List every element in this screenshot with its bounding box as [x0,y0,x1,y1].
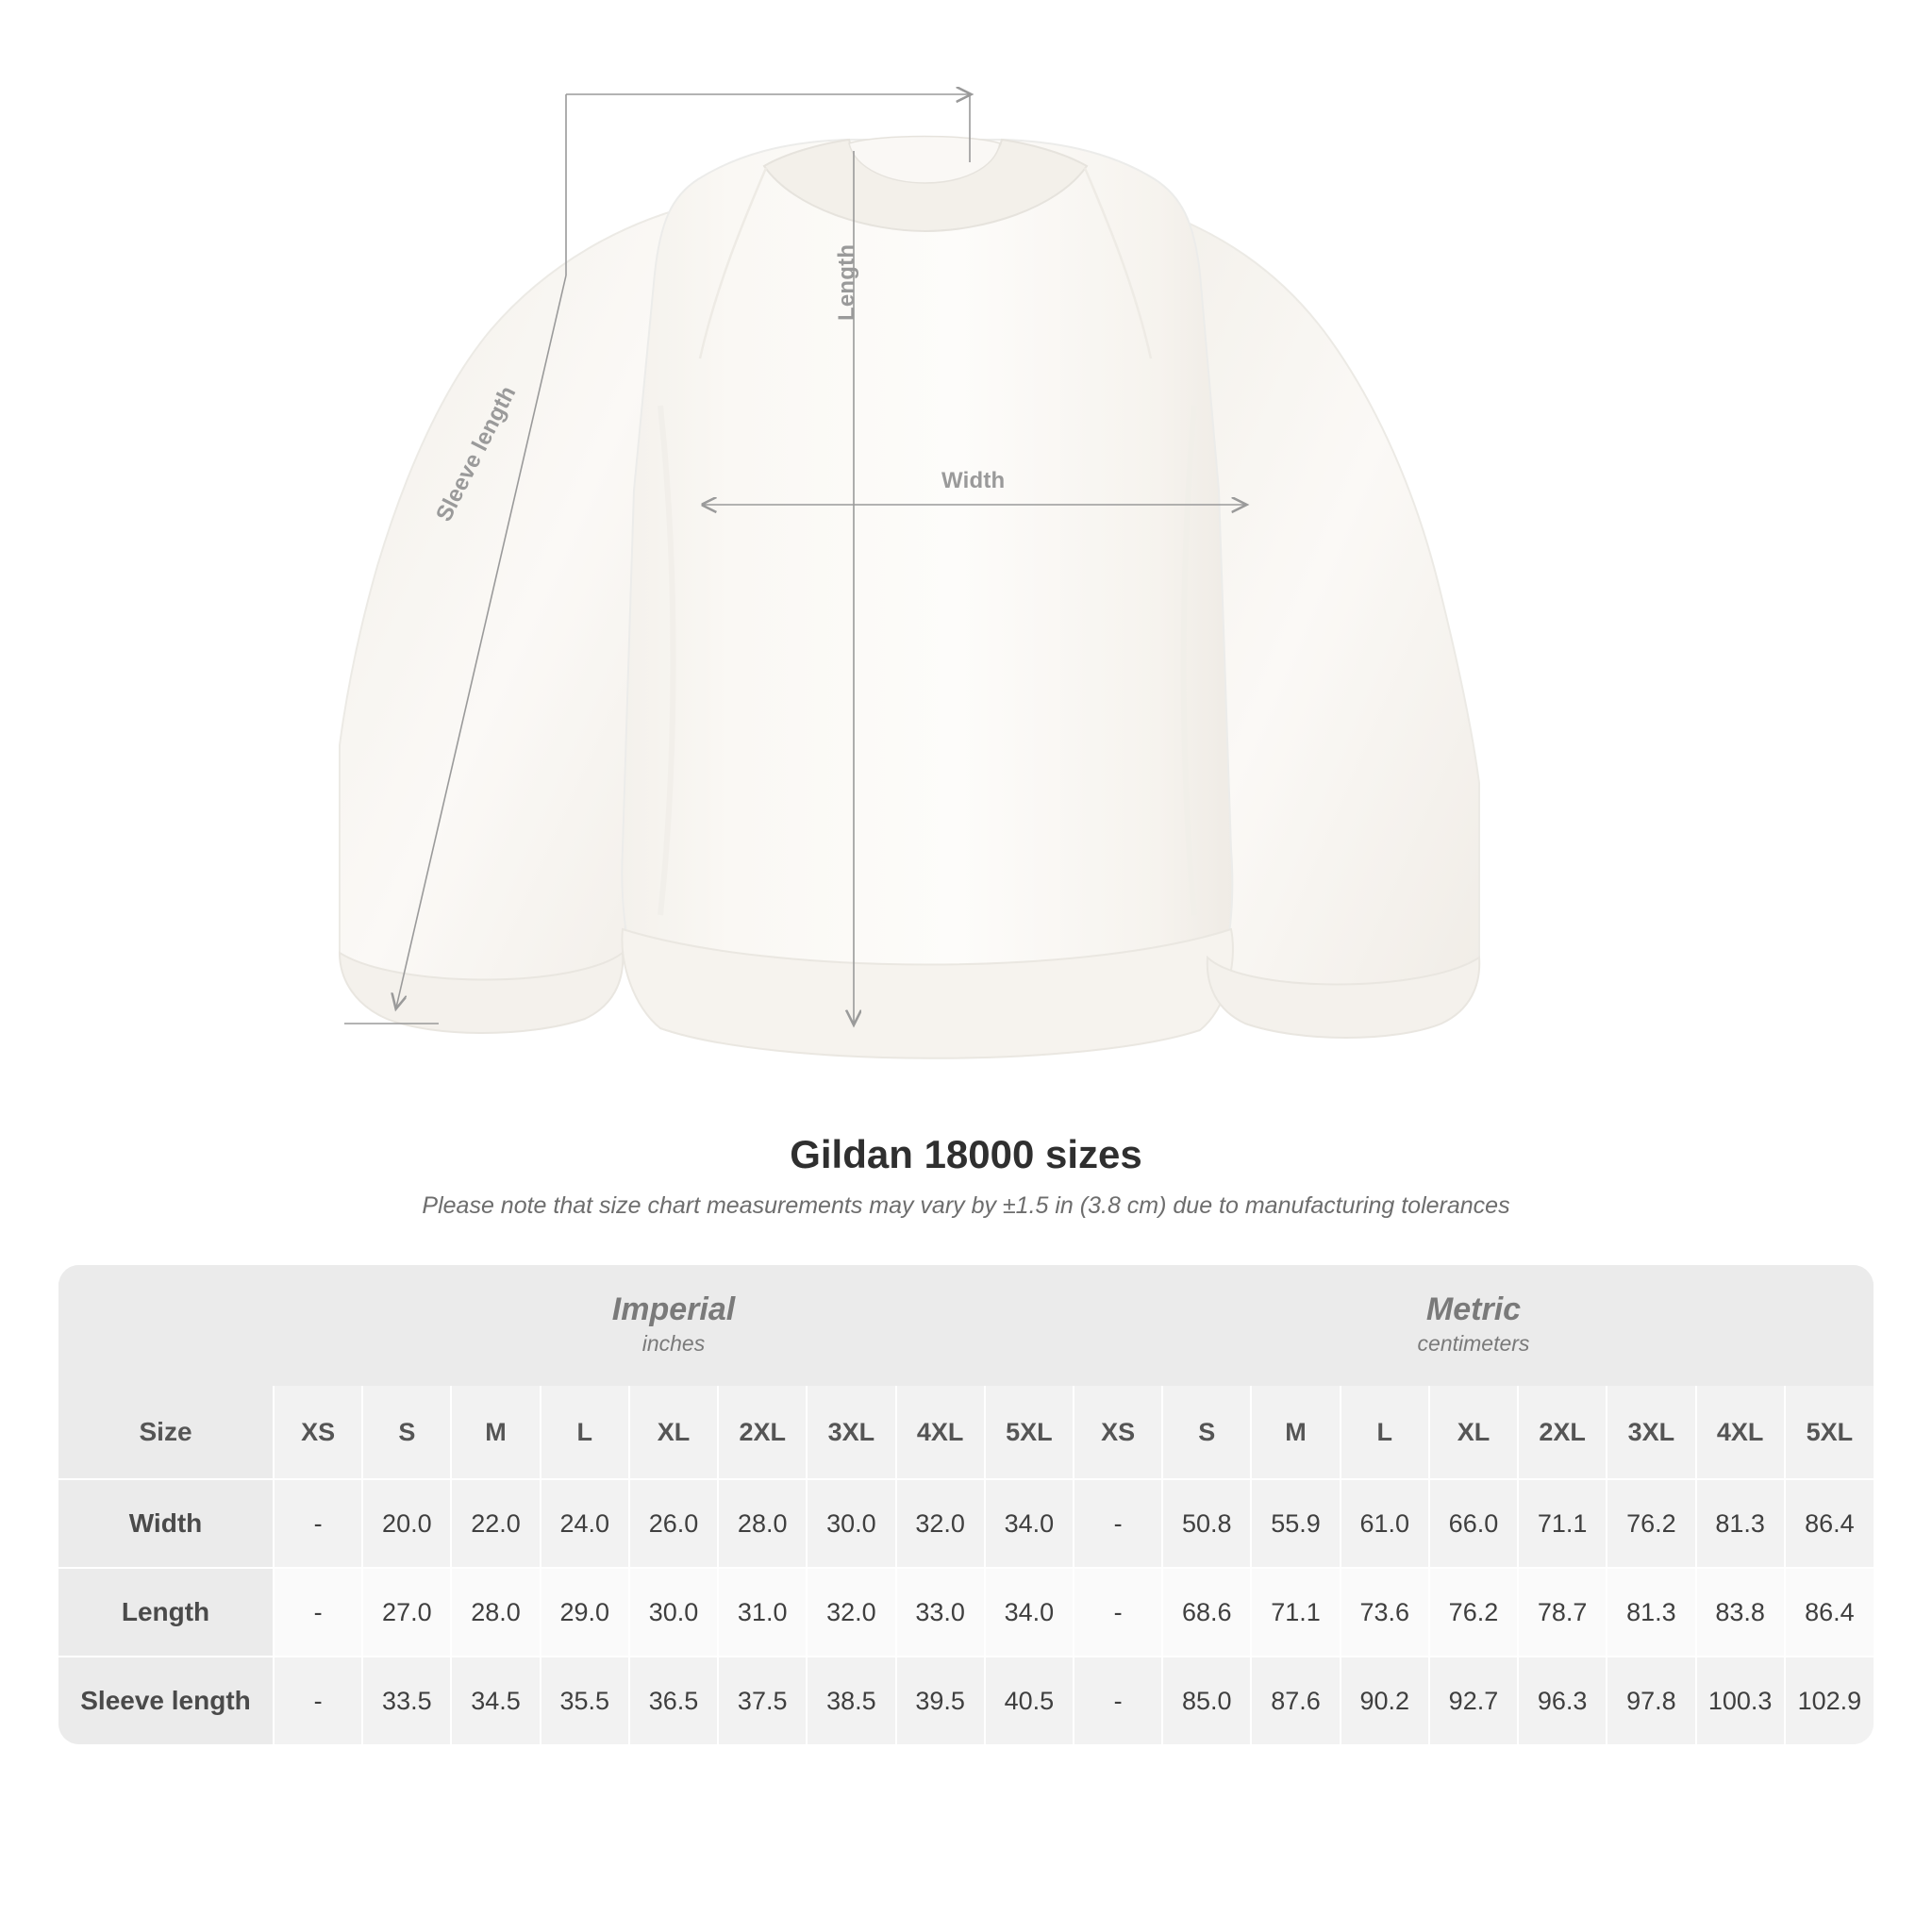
width-dimension-label: Width [941,468,1006,493]
cell-sleeve-imperial-4xl: 39.5 [896,1657,985,1744]
cell-sleeve-metric-l: 90.2 [1341,1657,1429,1744]
cell-sleeve-imperial-s: 33.5 [362,1657,451,1744]
length-dimension-label: Length [834,243,859,321]
size-header-label: Size [58,1386,274,1479]
cell-sleeve-metric-2xl: 96.3 [1518,1657,1607,1744]
cell-width-metric-xs: - [1074,1479,1162,1568]
cell-length-imperial-xl: 30.0 [629,1568,718,1657]
unit-sub-imperial: inches [641,1330,706,1356]
cell-length-imperial-4xl: 33.0 [896,1568,985,1657]
cell-length-imperial-m: 28.0 [451,1568,540,1657]
table-row [58,1657,1874,1744]
cell-length-metric-xl: 76.2 [1429,1568,1518,1657]
cell-sleeve-imperial-l: 35.5 [541,1657,629,1744]
cell-width-imperial-m: 22.0 [451,1479,540,1568]
size-header-imperial-xl: XL [629,1386,718,1479]
cell-sleeve-metric-3xl: 97.8 [1607,1657,1695,1744]
cell-width-imperial-l: 24.0 [541,1479,629,1568]
cell-length-metric-4xl: 83.8 [1696,1568,1785,1657]
cell-length-imperial-s: 27.0 [362,1568,451,1657]
size-header-row [58,1386,1874,1479]
cell-length-metric-3xl: 81.3 [1607,1568,1695,1657]
cell-width-imperial-2xl: 28.0 [718,1479,807,1568]
cell-length-metric-s: 68.6 [1162,1568,1251,1657]
row-label-width: Width [58,1479,274,1568]
cell-length-metric-5xl: 86.4 [1785,1568,1874,1657]
cell-width-metric-4xl: 81.3 [1696,1479,1785,1568]
unit-header-row [58,1265,1874,1386]
cell-length-imperial-l: 29.0 [541,1568,629,1657]
size-header-metric-3xl: 3XL [1607,1386,1695,1479]
size-header-imperial-4xl: 4XL [896,1386,985,1479]
unit-name-imperial: Imperial [611,1291,736,1327]
cell-sleeve-imperial-3xl: 38.5 [807,1657,895,1744]
size-header-imperial-3xl: 3XL [807,1386,895,1479]
cell-width-metric-3xl: 76.2 [1607,1479,1695,1568]
cell-width-metric-s: 50.8 [1162,1479,1251,1568]
size-header-imperial-5xl: 5XL [985,1386,1074,1479]
cell-length-metric-2xl: 78.7 [1518,1568,1607,1657]
title-block [0,1132,1932,1220]
size-table [58,1265,1874,1744]
cell-sleeve-metric-m: 87.6 [1251,1657,1340,1744]
cell-width-metric-l: 61.0 [1341,1479,1429,1568]
unit-name-metric: Metric [1425,1291,1522,1327]
page-title: Gildan 18000 sizes [790,1132,1142,1176]
cell-length-imperial-5xl: 34.0 [985,1568,1074,1657]
size-header-imperial-2xl: 2XL [718,1386,807,1479]
cell-sleeve-metric-xs: - [1074,1657,1162,1744]
size-header-metric-s: S [1162,1386,1251,1479]
cell-width-imperial-4xl: 32.0 [896,1479,985,1568]
size-header-metric-2xl: 2XL [1518,1386,1607,1479]
size-header-imperial-m: M [451,1386,540,1479]
size-header-metric-xl: XL [1429,1386,1518,1479]
unit-header-imperial [274,1265,1074,1386]
sleeve-length-dimension-label: Sleeve length [431,381,522,526]
unit-header-spacer [58,1265,274,1386]
cell-length-imperial-2xl: 31.0 [718,1568,807,1657]
cell-width-metric-m: 55.9 [1251,1479,1340,1568]
cell-width-imperial-5xl: 34.0 [985,1479,1074,1568]
cell-length-imperial-3xl: 32.0 [807,1568,895,1657]
cell-sleeve-imperial-2xl: 37.5 [718,1657,807,1744]
row-label-sleeve-length: Sleeve length [58,1657,274,1744]
cell-sleeve-metric-4xl: 100.3 [1696,1657,1785,1744]
cell-width-metric-2xl: 71.1 [1518,1479,1607,1568]
tolerance-note: Please note that size chart measurements may vary by ±1.5 in (3.8 cm) due to manufacturing tolerances [422,1192,1510,1219]
cell-sleeve-imperial-m: 34.5 [451,1657,540,1744]
size-header-metric-m: M [1251,1386,1340,1479]
cell-sleeve-metric-xl: 92.7 [1429,1657,1518,1744]
cell-sleeve-imperial-5xl: 40.5 [985,1657,1074,1744]
cell-length-metric-xs: - [1074,1568,1162,1657]
size-header-metric-5xl: 5XL [1785,1386,1874,1479]
table-row [58,1479,1874,1568]
size-header-imperial-l: L [541,1386,629,1479]
cell-sleeve-metric-5xl: 102.9 [1785,1657,1874,1744]
size-header-imperial-xs: XS [274,1386,362,1479]
unit-sub-metric: centimeters [1417,1330,1530,1356]
sweatshirt-shape [340,137,1479,1058]
cell-sleeve-metric-s: 85.0 [1162,1657,1251,1744]
cell-sleeve-imperial-xs: - [274,1657,362,1744]
size-header-metric-4xl: 4XL [1696,1386,1785,1479]
size-header-imperial-s: S [362,1386,451,1479]
cell-width-imperial-3xl: 30.0 [807,1479,895,1568]
unit-header-metric [1074,1265,1874,1386]
cell-width-metric-xl: 66.0 [1429,1479,1518,1568]
size-table-container [58,1265,1874,1744]
cell-width-imperial-s: 20.0 [362,1479,451,1568]
cell-length-metric-l: 73.6 [1341,1568,1429,1657]
cell-width-imperial-xl: 26.0 [629,1479,718,1568]
cell-width-metric-5xl: 86.4 [1785,1479,1874,1568]
cell-sleeve-imperial-xl: 36.5 [629,1657,718,1744]
table-row [58,1568,1874,1657]
size-header-metric-l: L [1341,1386,1429,1479]
cell-length-metric-m: 71.1 [1251,1568,1340,1657]
cell-length-imperial-xs: - [274,1568,362,1657]
row-label-length: Length [58,1568,274,1657]
cell-width-imperial-xs: - [274,1479,362,1568]
size-header-metric-xs: XS [1074,1386,1162,1479]
